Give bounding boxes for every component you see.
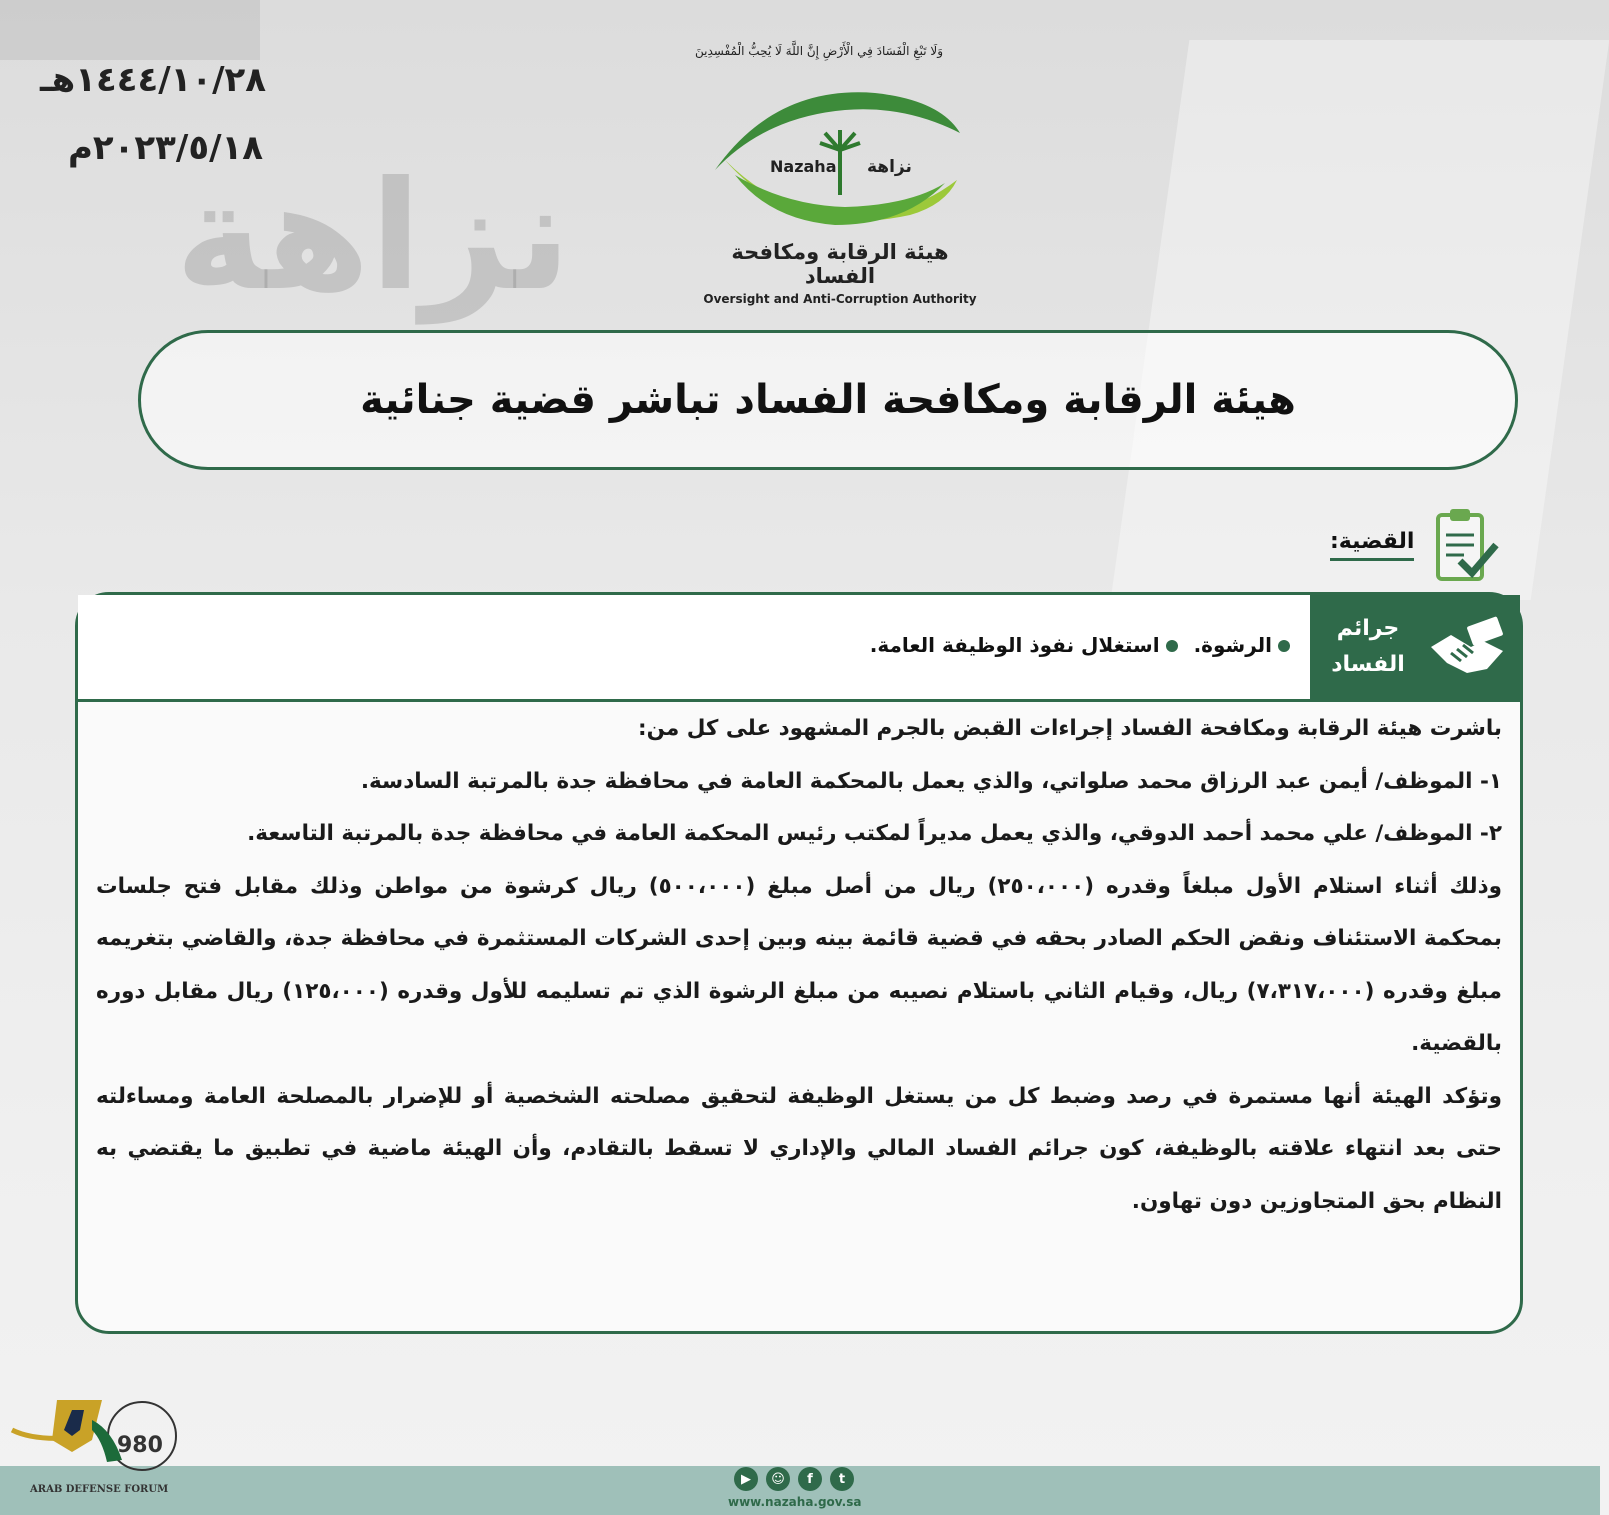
crime-item: استغلال نفوذ الوظيفة العامة. bbox=[870, 633, 1178, 657]
twitter-icon[interactable]: t bbox=[830, 1467, 854, 1491]
case-label-text: القضية: bbox=[1330, 529, 1414, 561]
authority-name-en: Oversight and Anti-Corruption Authority bbox=[703, 292, 977, 306]
website-link[interactable]: www.nazaha.gov.sa bbox=[728, 1495, 862, 1509]
body-paragraph: باشرت هيئة الرقابة ومكافحة الفساد إجراءات القبض بالجرم المشهود على كل من: bbox=[638, 716, 1502, 741]
youtube-icon[interactable]: ▶ bbox=[734, 1467, 758, 1491]
nazaha-logo bbox=[695, 44, 985, 306]
handshake-money-icon bbox=[1427, 617, 1507, 677]
facebook-icon[interactable]: f bbox=[798, 1467, 822, 1491]
hijri-date: ١٤٤٤/١٠/٢٨هـ bbox=[40, 60, 267, 100]
logo-verse: وَلَا تَبْغِ الْفَسَادَ فِي الْأَرْضِ إِنَّ اللَّهَ لَا يُحِبُّ الْمُفْسِدِينَ bbox=[695, 44, 944, 58]
body-paragraph: ١- الموظف/ أيمن عبد الرزاق محمد صلواتي، والذي يعمل بالمحكمة العامة في محافظة جدة بالمرتبة السادسة. bbox=[360, 768, 1502, 794]
case-body bbox=[96, 703, 1502, 1228]
body-paragraph: وتؤكد الهيئة أنها مستمرة في رصد وضبط كل من يستغل الوظيفة لتحقيق مصلحته الشخصية أو للإضرار بالمصلحة العامة ومساءلته حتى بعد انتهاء علاقته بالوظيفة، كون جرائم الفساد المالي والإداري لا تسقط بالتقادم، وأن الهيئة ماضية في تطبيق ما يقتضي به النظام بحق المتجاوزين دون تهاون. bbox=[96, 1083, 1502, 1214]
background-panel bbox=[0, 0, 260, 60]
page-title: هيئة الرقابة ومكافحة الفساد تباشر قضية جنائية bbox=[360, 377, 1296, 423]
social-links bbox=[734, 1467, 854, 1491]
logo-name-ar: نزاهة bbox=[867, 157, 912, 177]
crime-list bbox=[870, 633, 1290, 657]
background-watermark: نزاهة bbox=[175, 150, 572, 324]
case-details-box bbox=[75, 592, 1523, 1334]
body-paragraph: وذلك أثناء استلام الأول مبلغاً وقدره (٢٥٠،٠٠٠) ريال من أصل مبلغ (٥٠٠،٠٠٠) ريال كرشوة من مواطن وذلك مقابل فتح جلسات بمحكمة الاستئناف ونقض الحكم الصادر بحقه في قضية قائمة بينه وبين إحدى الشركات المستثمرة في محافظة جدة، والقاضي بتغريمه مبلغ وقدره (٧،٣١٧،٠٠٠) ريال، وقيام الثاني باستلام نصيبه من مبلغ الرشوة الذي تم تسليمه للأول وقدره (١٢٥،٠٠٠) ريال مقابل دوره بالقضية. bbox=[96, 873, 1502, 1056]
dates bbox=[40, 60, 266, 196]
gregorian-date: ٢٠٢٣/٥/١٨م bbox=[68, 128, 264, 168]
forum-badge-number: 980 bbox=[117, 1433, 163, 1458]
title-box bbox=[138, 330, 1518, 470]
crime-item: الرشوة. bbox=[1194, 633, 1290, 657]
nazaha-emblem-icon bbox=[695, 44, 985, 230]
body-paragraph: ٢- الموظف/ علي محمد أحمد الدوقي، والذي يعمل مديراً لمكتب رئيس المحكمة العامة في محافظة جدة بالمرتبة التاسعة. bbox=[247, 821, 1502, 846]
snapchat-icon[interactable]: ☺ bbox=[766, 1467, 790, 1491]
authority-name-ar: هيئة الرقابة ومكافحة الفساد bbox=[731, 240, 949, 288]
forum-badge-text: ARAB DEFENSE FORUM bbox=[30, 1484, 169, 1495]
case-label bbox=[1330, 505, 1500, 585]
crime-category-row bbox=[78, 595, 1520, 702]
clipboard-check-icon bbox=[1430, 505, 1500, 585]
category-label: جرائم الفساد bbox=[1331, 616, 1405, 677]
logo-name-en: Nazaha bbox=[770, 157, 837, 176]
category-tab bbox=[1310, 595, 1520, 699]
